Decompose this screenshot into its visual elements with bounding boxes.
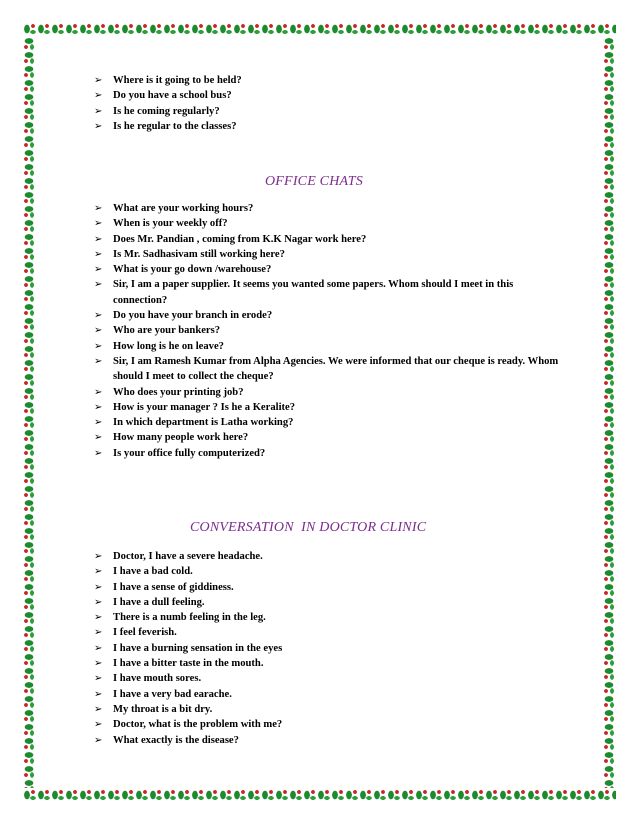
list-item [94,717,282,732]
arrow-bullet-icon: ➢ [94,417,103,429]
arrow-bullet-icon: ➢ [94,612,103,624]
list-item [94,88,242,103]
list-item [94,656,282,671]
arrow-bullet-icon: ➢ [94,203,103,214]
list-item-text: Who are your bankers? [113,325,221,337]
list-item [94,687,282,702]
arrow-bullet-icon: ➢ [94,355,103,367]
arrow-bullet-icon: ➢ [94,642,103,654]
list-item-text: Is Mr. Sadhasivam still working here? [113,248,285,260]
list-item [94,702,282,717]
arrow-bullet-icon: ➢ [94,218,103,230]
list-item [94,201,564,216]
list-item [94,216,564,231]
arrow-bullet-icon: ➢ [94,658,103,670]
list-item-text: Does Mr. Pandian , coming from K.K Nagar work here? [113,233,367,245]
arrow-bullet-icon: ➢ [94,340,103,352]
decorative-border-right [602,36,616,788]
list-item [94,625,282,640]
list-item [94,641,282,656]
list-item-text: How many people work here? [113,432,249,444]
list-item [94,733,282,748]
list-item-text: Do you have a school bus? [113,90,232,102]
list-item-text: Is your office fully computerized? [113,447,266,459]
list-item [94,354,564,385]
list-item-text: What are your working hours? [113,203,254,214]
list-item-text: There is a numb feeling in the leg. [113,612,266,624]
arrow-bullet-icon: ➢ [94,581,103,593]
arrow-bullet-icon: ➢ [94,703,103,715]
question-list-office-chats [94,201,564,461]
list-item-text: When is your weekly off? [113,218,228,230]
list-item [94,446,564,461]
decorative-border-left [22,36,36,788]
arrow-bullet-icon: ➢ [94,120,103,132]
list-item [94,119,242,134]
arrow-bullet-icon: ➢ [94,310,103,322]
list-item [94,308,564,323]
list-item-text: What exactly is the disease? [113,734,239,746]
list-item-text: Is he regular to the classes? [113,120,237,132]
list-item [94,564,282,579]
question-list-top [94,73,242,134]
list-item [94,323,564,338]
list-item-text: I feel feverish. [113,627,177,639]
list-item [94,671,282,686]
list-item-text: In which department is Latha working? [113,417,294,429]
arrow-bullet-icon: ➢ [94,233,103,245]
list-item [94,549,282,564]
arrow-bullet-icon: ➢ [94,401,103,413]
list-item-text: How is your manager ? Is he a Keralite? [113,401,296,413]
list-item [94,247,564,262]
list-item-text: I have a bad cold. [113,566,193,578]
arrow-bullet-icon: ➢ [94,566,103,578]
arrow-bullet-icon: ➢ [94,673,103,685]
list-item-text: I have a dull feeling. [113,596,205,608]
arrow-bullet-icon: ➢ [94,264,103,276]
list-item [94,104,242,119]
list-item [94,262,564,277]
arrow-bullet-icon: ➢ [94,596,103,608]
section-heading-office-chats: OFFICE CHATS [265,174,363,189]
list-item-text: How long is he on leave? [113,340,224,352]
list-item [94,580,282,595]
list-item [94,232,564,247]
phrase-list-doctor-clinic [94,549,282,748]
list-item-text: I have a burning sensation in the eyes [113,642,283,654]
arrow-bullet-icon: ➢ [94,432,103,444]
list-item [94,339,564,354]
arrow-bullet-icon: ➢ [94,325,103,337]
arrow-bullet-icon: ➢ [94,551,103,562]
arrow-bullet-icon: ➢ [94,248,103,260]
list-item [94,385,564,400]
list-item-text: Where is it going to be held? [113,75,242,86]
list-item [94,610,282,625]
list-item-text: I have mouth sores. [113,673,202,685]
arrow-bullet-icon: ➢ [94,90,103,102]
section-heading-doctor-clinic: CONVERSATION IN DOCTOR CLINIC [190,520,427,535]
list-item [94,415,564,430]
arrow-bullet-icon: ➢ [94,386,103,398]
arrow-bullet-icon: ➢ [94,447,103,459]
list-item-text: Sir, I am a paper supplier. It seems you wanted some papers. Whom should I meet in this connection? [113,279,514,306]
arrow-bullet-icon: ➢ [94,279,103,291]
arrow-bullet-icon: ➢ [94,105,103,117]
list-item-text: Doctor, what is the problem with me? [113,719,283,731]
arrow-bullet-icon: ➢ [94,688,103,700]
arrow-bullet-icon: ➢ [94,627,103,639]
decorative-border-bottom [22,788,616,802]
list-item-text: I have a bitter taste in the mouth. [113,658,264,670]
decorative-border-top [22,22,616,36]
arrow-bullet-icon: ➢ [94,719,103,731]
list-item-text: I have a very bad earache. [113,688,232,700]
list-item-text: Who does your printing job? [113,386,244,398]
list-item-text: Doctor, I have a severe headache. [113,551,263,562]
list-item [94,73,242,88]
list-item-text: I have a sense of giddiness. [113,581,234,593]
list-item-text: My throat is a bit dry. [113,703,213,715]
list-item-text: Is he coming regularly? [113,105,220,117]
list-item-text: Do you have your branch in erode? [113,310,273,322]
list-item [94,430,564,445]
list-item-text: Sir, I am Ramesh Kumar from Alpha Agencies. We were informed that our cheque is ready. Whom should I meet to collect the cheque? [113,355,559,383]
list-item [94,595,282,610]
arrow-bullet-icon: ➢ [94,734,103,746]
list-item [94,277,564,308]
list-item-text: What is your go down /warehouse? [113,264,272,276]
arrow-bullet-icon: ➢ [94,75,103,86]
list-item [94,400,564,415]
